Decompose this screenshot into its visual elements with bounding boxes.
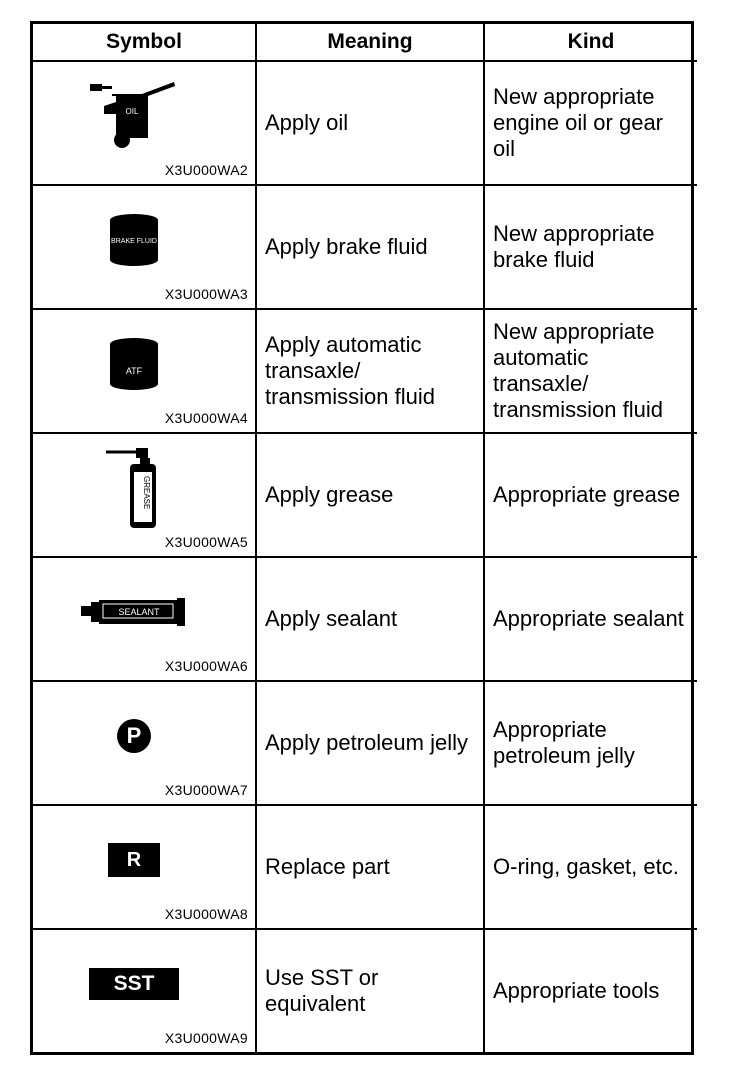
petroleum-jelly-icon: P: [117, 719, 151, 753]
symbol-code: X3U000WA3: [164, 286, 248, 302]
kind-cell: Appropriate grease: [484, 433, 697, 557]
replace-part-icon: R: [108, 843, 160, 877]
grease-gun-icon: [104, 446, 164, 530]
symbol-cell: [33, 433, 256, 557]
oil-label: OIL: [125, 107, 139, 116]
table-row: [33, 929, 697, 1052]
header-meaning: Meaning: [256, 24, 484, 61]
symbol-table-frame: [30, 21, 694, 1055]
kind-cell: New appropriate engine oil or gear oil: [484, 61, 697, 185]
table-row: [33, 185, 697, 309]
brake-fluid-can-icon: [104, 210, 164, 270]
kind-cell: Appropriate tools: [484, 929, 697, 1052]
meaning-cell: Apply automatic transaxle/ transmission fluid: [256, 309, 484, 433]
symbol-code: X3U000WA5: [164, 534, 248, 550]
meaning-cell: Apply petroleum jelly: [256, 681, 484, 805]
symbol-cell: [33, 681, 256, 805]
kind-cell: O-ring, gasket, etc.: [484, 805, 697, 929]
brake-fluid-label: BRAKE FLUID: [111, 238, 157, 245]
sealant-tube-icon: [79, 592, 189, 632]
symbol-cell: [33, 805, 256, 929]
kind-cell: Appropriate sealant: [484, 557, 697, 681]
atf-can-icon: [104, 334, 164, 394]
meaning-cell: Apply grease: [256, 433, 484, 557]
header-symbol: Symbol: [33, 24, 256, 61]
sst-icon: SST: [89, 968, 179, 1000]
symbol-cell: [33, 929, 256, 1052]
kind-cell: Appropriate petroleum jelly: [484, 681, 697, 805]
sealant-label: SEALANT: [118, 607, 160, 617]
atf-label: ATF: [125, 366, 143, 376]
table-row: [33, 61, 697, 185]
meaning-cell: Use SST or equivalent: [256, 929, 484, 1052]
symbol-cell: [33, 61, 256, 185]
symbol-code: X3U000WA2: [164, 162, 248, 178]
symbol-table: [33, 24, 697, 1052]
kind-cell: New appropriate automatic transaxle/ transmission fluid: [484, 309, 697, 433]
meaning-cell: Replace part: [256, 805, 484, 929]
meaning-cell: Apply oil: [256, 61, 484, 185]
symbol-code: X3U000WA7: [164, 782, 248, 798]
symbol-cell: [33, 309, 256, 433]
grease-label: GREASE: [142, 476, 151, 510]
symbol-code: X3U000WA8: [164, 906, 248, 922]
header-kind: Kind: [484, 24, 697, 61]
meaning-cell: Apply sealant: [256, 557, 484, 681]
symbol-code: X3U000WA6: [164, 658, 248, 674]
table-row: [33, 433, 697, 557]
kind-cell: New appropriate brake fluid: [484, 185, 697, 309]
symbol-code: X3U000WA4: [164, 410, 248, 426]
symbol-cell: [33, 185, 256, 309]
meaning-cell: Apply brake fluid: [256, 185, 484, 309]
header-row: [33, 24, 697, 61]
table-row: [33, 681, 697, 805]
symbol-cell: [33, 557, 256, 681]
symbol-code: X3U000WA9: [164, 1030, 248, 1046]
table-row: [33, 805, 697, 929]
table-row: [33, 309, 697, 433]
table-row: [33, 557, 697, 681]
oil-can-icon: [86, 80, 182, 152]
